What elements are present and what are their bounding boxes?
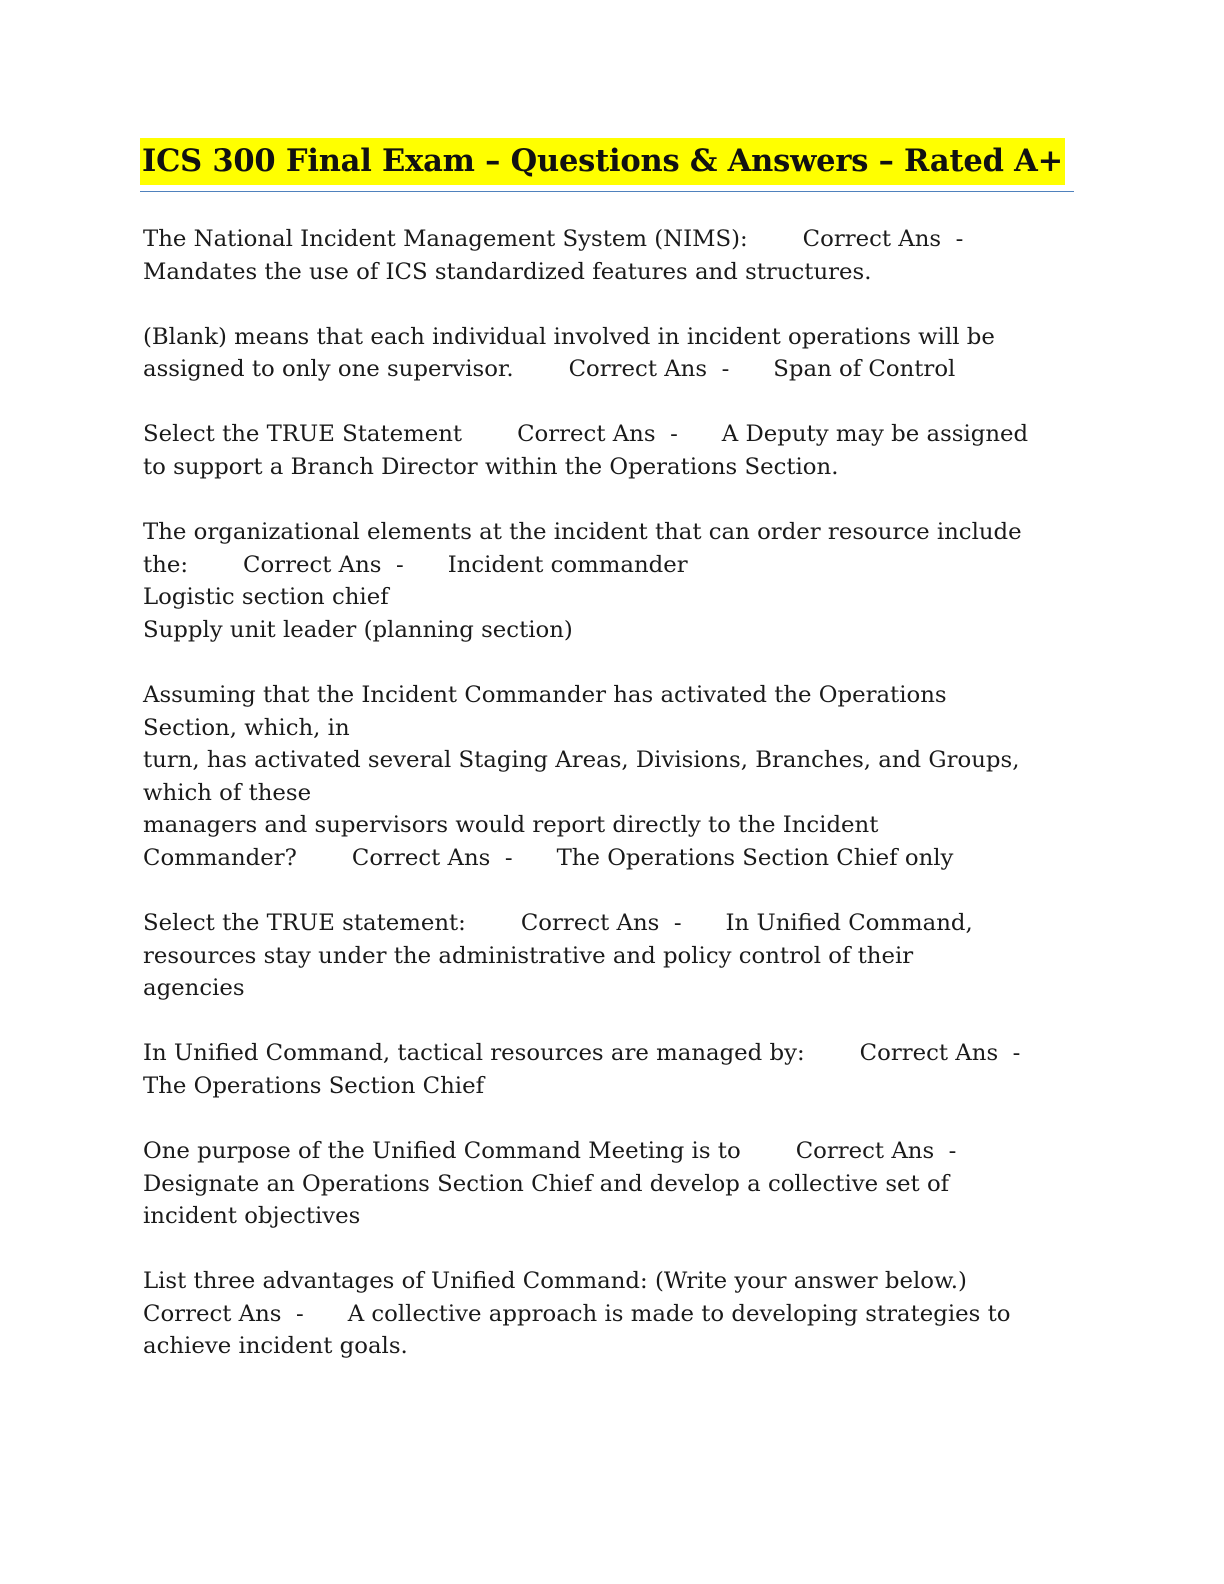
- qa-line: [143, 907, 1078, 940]
- answer-separator: -: [670, 421, 678, 448]
- question-text: Commander?: [143, 844, 297, 871]
- answer-label: Correct Ans: [802, 226, 942, 252]
- question-text: managers and supervisors would report directly to the Incident: [143, 812, 879, 839]
- answer-separator: -: [948, 1137, 957, 1164]
- qa-line: [143, 1037, 1078, 1070]
- question-line: [143, 744, 1078, 777]
- answer-line: agencies: [143, 975, 245, 1002]
- answer-line: to support a Branch Director within the Operations Section.: [143, 453, 839, 480]
- page-title: ICS 300 Final Exam – Questions & Answers – Rated A+: [140, 138, 1065, 185]
- qa-line: [143, 418, 1078, 451]
- answer-separator: -: [396, 551, 404, 578]
- title-block: [140, 138, 1074, 185]
- answer-separator: -: [1012, 1040, 1021, 1067]
- question-line: [143, 321, 1078, 354]
- answer-label: Correct Ans: [243, 551, 382, 578]
- qa-line: [143, 223, 1078, 256]
- question-text: One purpose of the Unified Command Meeting is to: [143, 1137, 741, 1164]
- qa-item: [143, 679, 1078, 875]
- answer-label: Correct Ans: [520, 910, 660, 936]
- answer-text: In Unified Command,: [725, 910, 973, 936]
- answer-line: The Operations Section Chief: [143, 1072, 485, 1099]
- answer-separator: -: [673, 910, 682, 936]
- qa-line: [143, 1135, 1078, 1168]
- qa-item: [143, 907, 1078, 1005]
- answer-label: Correct Ans: [795, 1137, 935, 1164]
- qa-list: [143, 223, 1078, 1396]
- answer-label: Correct Ans: [351, 844, 491, 871]
- answer-label: Correct Ans: [859, 1040, 999, 1067]
- qa-item: [143, 223, 1078, 288]
- qa-item: [143, 1265, 1078, 1363]
- question-text: Select the TRUE Statement: [143, 421, 463, 448]
- qa-line: [143, 549, 1078, 582]
- question-text: The National Incident Management System (NIMS):: [143, 226, 748, 252]
- qa-line: [143, 842, 1078, 875]
- question-line: [143, 777, 1078, 810]
- answer-text: A collective approach is made to developing strategies to: [347, 1300, 1011, 1327]
- qa-item: [143, 516, 1078, 646]
- question-line: [143, 809, 1078, 842]
- answer-line: Mandates the use of ICS standardized features and structures.: [143, 258, 872, 285]
- qa-item: [143, 1135, 1078, 1233]
- question-line: [143, 1265, 1078, 1298]
- answer-separator: -: [504, 844, 513, 871]
- question-text: turn, has activated several Staging Areas, Divisions, Branches, and Groups,: [143, 747, 1020, 774]
- qa-item: [143, 418, 1078, 483]
- answer-text: The Operations Section Chief only: [556, 844, 954, 871]
- answer-label: Correct Ans: [517, 421, 656, 448]
- answer-text: A Deputy may be assigned: [721, 421, 1029, 448]
- qa-item: [143, 1037, 1078, 1102]
- qa-item: [143, 321, 1078, 386]
- question-text: Select the TRUE statement:: [143, 910, 466, 936]
- answer-line: resources stay under the administrative and policy control of their: [143, 942, 914, 969]
- question-text: List three advantages of Unified Command: (Write your answer below.): [143, 1268, 967, 1295]
- question-text: The organizational elements at the incident that can order resource include: [143, 519, 1022, 546]
- question-line: [143, 516, 1078, 549]
- answer-line: Logistic section chief: [143, 584, 389, 611]
- question-text: assigned to only one supervisor.: [143, 356, 514, 383]
- answer-line: Supply unit leader (planning section): [143, 616, 573, 643]
- question-text: In Unified Command, tactical resources are managed by:: [143, 1040, 805, 1067]
- answer-text: Span of Control: [773, 356, 956, 383]
- question-line: [143, 679, 1078, 712]
- qa-line: [143, 353, 1078, 386]
- question-text: (Blank) means that each individual involved in incident operations will be: [143, 323, 995, 350]
- answer-text: Incident commander: [447, 551, 688, 578]
- answer-label: Correct Ans: [568, 356, 708, 383]
- answer-line: achieve incident goals.: [143, 1333, 408, 1360]
- question-line: [143, 712, 1078, 745]
- answer-line: incident objectives: [143, 1203, 361, 1230]
- answer-line: Designate an Operations Section Chief and develop a collective set of: [143, 1170, 950, 1197]
- question-text: which of these: [143, 779, 312, 806]
- answer-separator: -: [955, 226, 964, 252]
- question-text: Section, which, in: [143, 714, 350, 741]
- question-text: Assuming that the Incident Commander has activated the Operations: [143, 681, 947, 708]
- answer-separator: -: [721, 356, 730, 383]
- question-text: the:: [143, 551, 189, 578]
- qa-line: [143, 1298, 1078, 1331]
- answer-label: Correct Ans: [143, 1300, 282, 1327]
- answer-separator: -: [295, 1300, 304, 1327]
- title-underline: [140, 191, 1074, 192]
